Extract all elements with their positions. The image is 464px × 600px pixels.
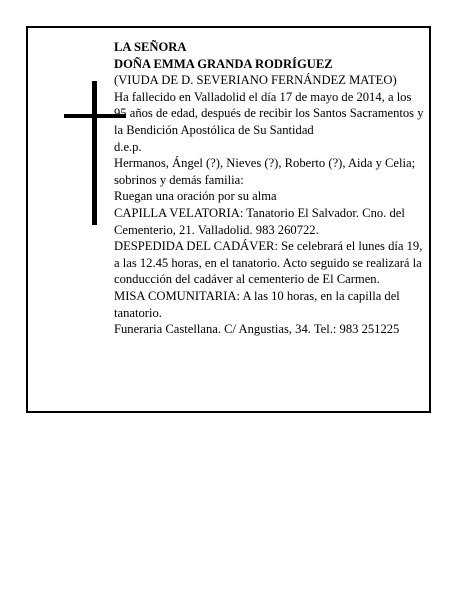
funeral-home: Funeraria Castellana. C/ Angustias, 34. Tel.: 983 251225 — [114, 322, 400, 337]
widow-of: (VIUDA DE D. SEVERIANO FERNÁNDEZ MATEO) — [114, 73, 397, 88]
cross-vertical-bar — [92, 81, 97, 225]
wake-info: CAPILLA VELATORIA: Tanatorio El Salvador. Cno. del Cementerio, 21. Valladolid. 983 260722. — [114, 205, 405, 237]
family-list: Hermanos, Ángel (?), Nieves (?), Roberto (?), Aida y Celia; sobrinos y demás familia: — [114, 156, 416, 187]
rip: d.e.p. — [114, 139, 142, 154]
farewell-info: DESPEDIDA DEL CADÁVER: Se celebrará el lunes día 19, a las 12.45 horas, en el tanatorio. Acto seguido se realizará la conducción del cadáver al cementerio de El Carmen. — [114, 239, 423, 287]
prayer-request: Ruegan una oración por su alma — [114, 189, 277, 204]
death-info: Ha fallecido en Valladolid el día 17 de mayo de 2014, a los 95 años de edad, después de recibir los Santos Sacramentos y la Bendición Apostólica de Su Santidad — [114, 89, 424, 137]
deceased-name: DOÑA EMMA GRANDA RODRÍGUEZ — [114, 56, 333, 71]
obituary-text — [114, 39, 426, 338]
mass-info: MISA COMUNITARIA: A las 10 horas, en la capilla del tanatorio. — [114, 288, 400, 320]
title-line: LA SEÑORA — [114, 40, 187, 54]
